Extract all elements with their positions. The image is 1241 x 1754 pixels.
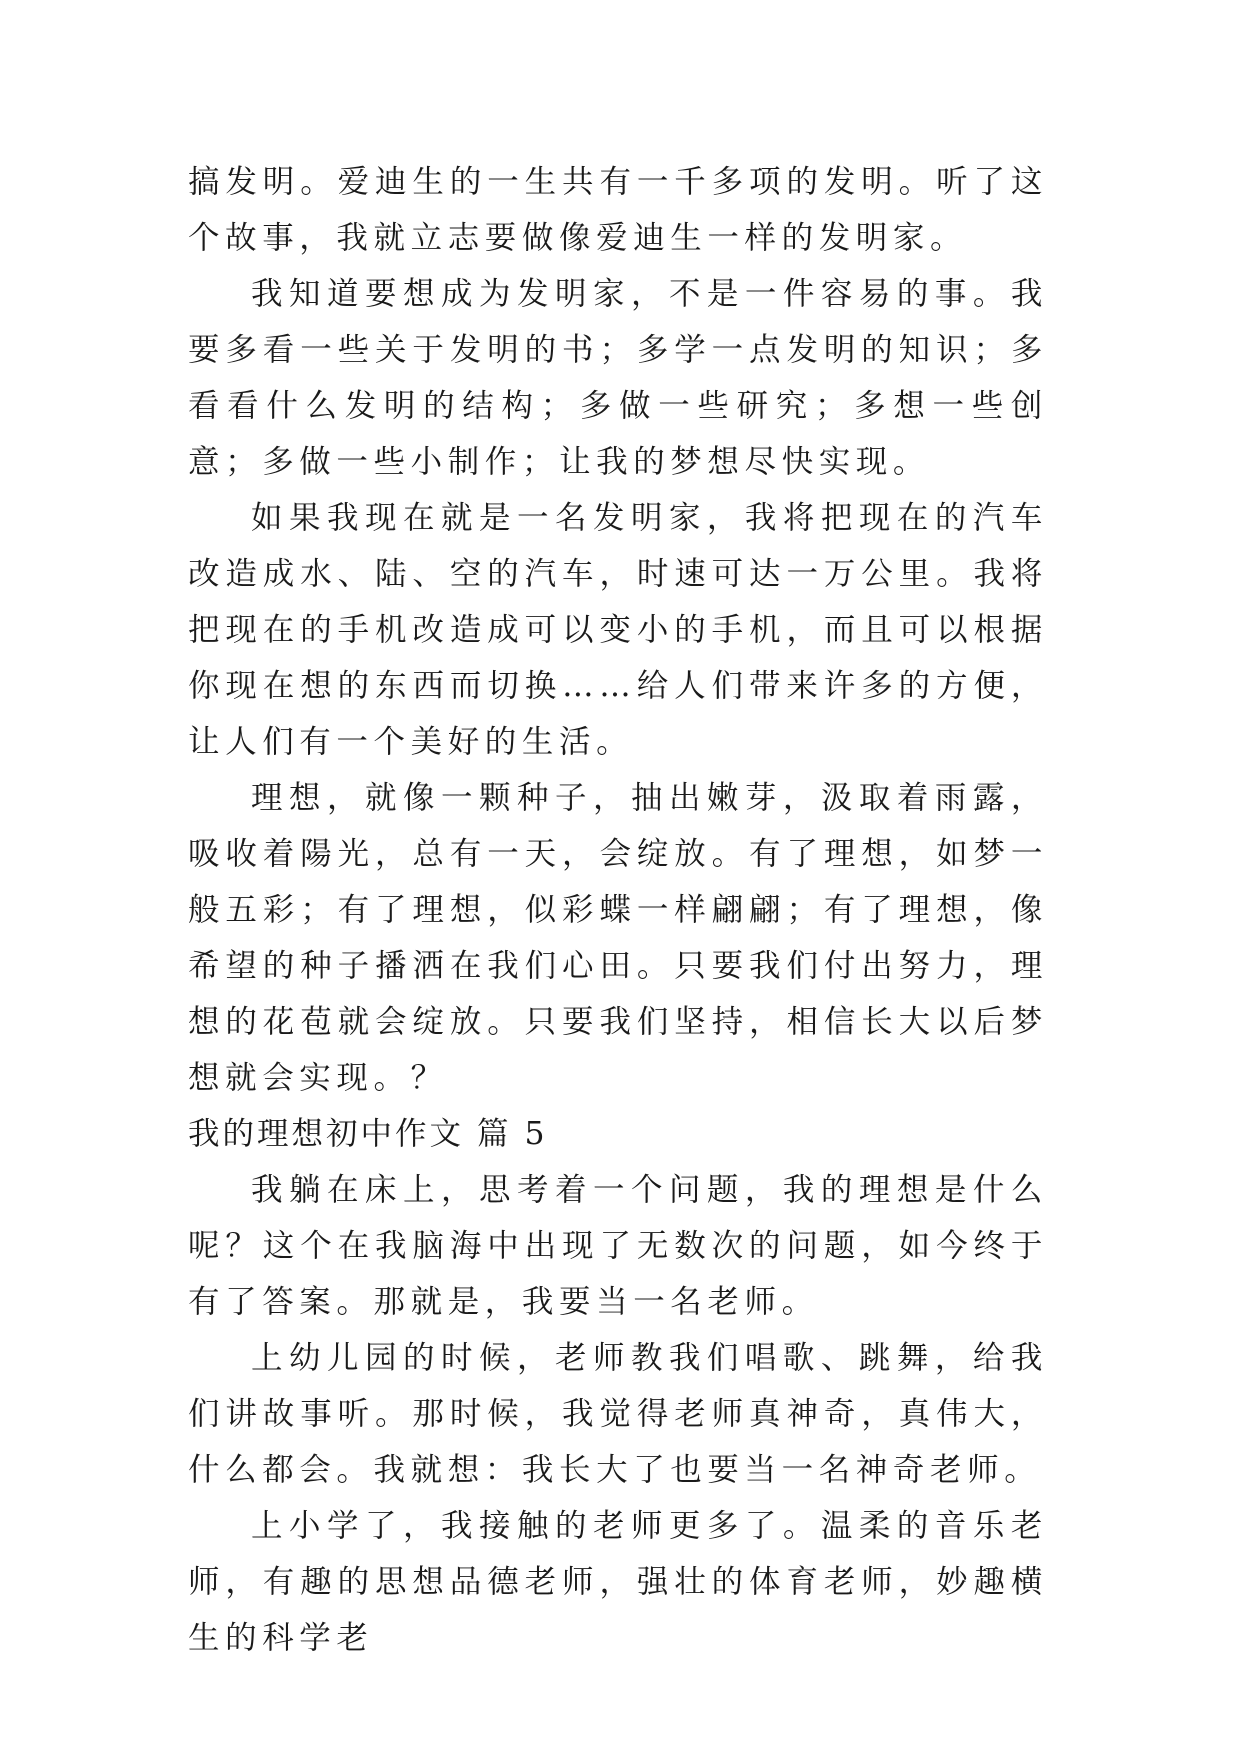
paragraph-1: 搞发明。爱迪生的一生共有一千多项的发明。听了这个故事，我就立志要做像爱迪生一样的发明家。 xyxy=(188,164,1048,256)
paragraph-3: 如果我现在就是一名发明家，我将把现在的汽车改造成水、陆、空的汽车，时速可达一万公里。我将把现在的手机改造成可以变小的手机，而且可以根据你现在想的东西而切换……给人们带来许多的方便，让人们有一个美好的生活。 xyxy=(188,500,1048,760)
paragraph-5: 我躺在床上，思考着一个问题，我的理想是什么呢？这个在我脑海中出现了无数次的问题，如今终于有了答案。那就是，我要当一名老师。 xyxy=(188,1172,1048,1320)
paragraph-7: 上小学了，我接触的老师更多了。温柔的音乐老师，有趣的思想品德老师，强壮的体育老师，妙趣横生的科学老 xyxy=(188,1508,1048,1656)
paragraph-6: 上幼儿园的时候，老师教我们唱歌、跳舞，给我们讲故事听。那时候，我觉得老师真神奇，真伟大，什么都会。我就想：我长大了也要当一名神奇老师。 xyxy=(188,1340,1048,1488)
document-body xyxy=(188,154,1048,1666)
paragraph-4: 理想，就像一颗种子，抽出嫩芽，汲取着雨露，吸收着陽光，总有一天，会绽放。有了理想，如梦一般五彩；有了理想，似彩蝶一样翩翩；有了理想，像希望的种子播洒在我们心田。只要我们付出努力，理想的花苞就会绽放。只要我们坚持，相信长大以后梦想就会实现。？ xyxy=(188,780,1048,1096)
section-heading: 我的理想初中作文 篇 5 xyxy=(188,1116,548,1152)
paragraph-2: 我知道要想成为发明家，不是一件容易的事。我要多看一些关于发明的书；多学一点发明的知识；多看看什么发明的结构；多做一些研究；多想一些创意；多做一些小制作；让我的梦想尽快实现。 xyxy=(188,276,1048,480)
